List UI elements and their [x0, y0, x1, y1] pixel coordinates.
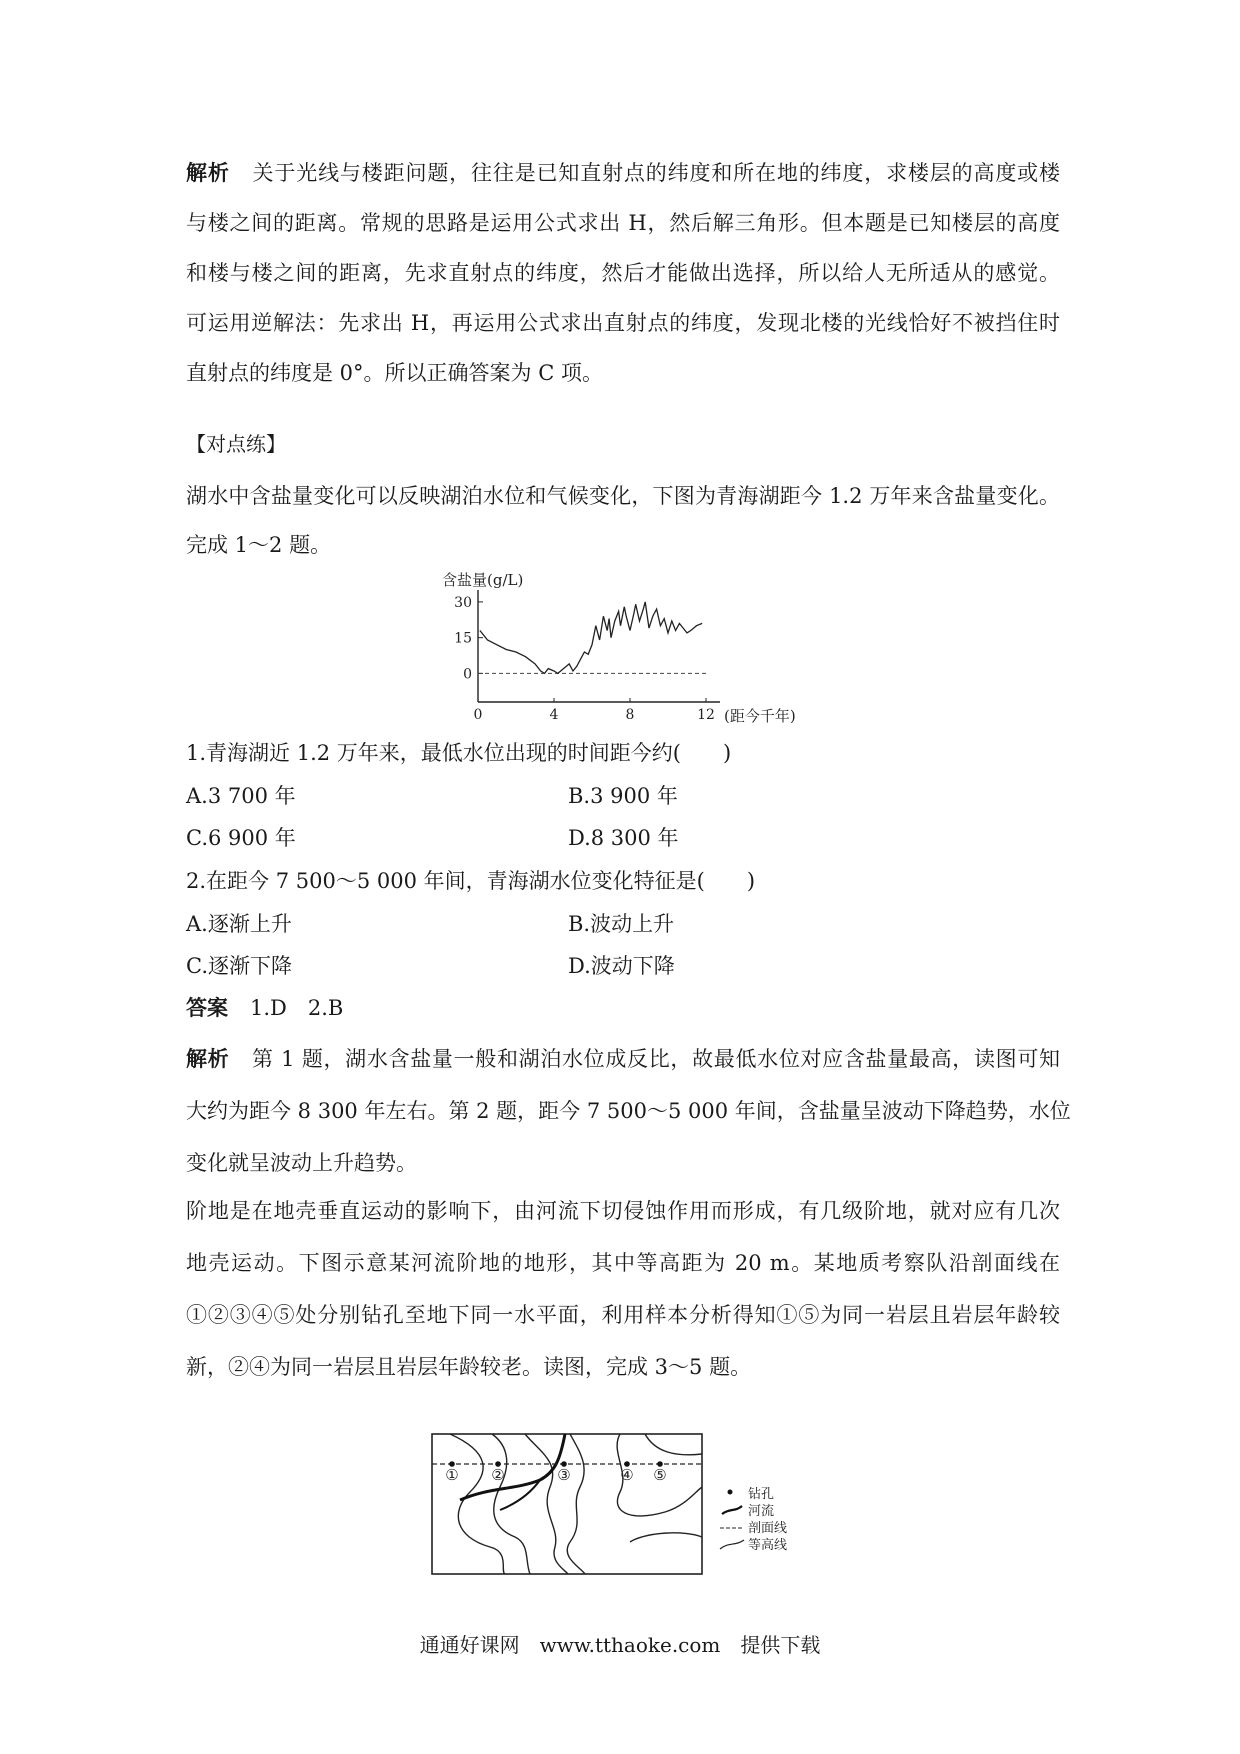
question-1-stem: 1.青海湖近 1.2 万年来，最低水位出现的时间距今约( )	[186, 741, 732, 765]
borehole-label: ③	[557, 1466, 571, 1484]
analysis-line: 关于光线与楼距问题，往往是已知直射点的纬度和所在地的纬度，求楼层的高度或楼	[251, 161, 1061, 185]
terrace-intro-line: ①②③④⑤处分别钻孔至地下同一水平面，利用样本分析得知①⑤为同一岩层且岩层年龄较	[186, 1303, 1060, 1327]
analysis-paragraph	[186, 148, 1060, 398]
borehole-label: ④	[620, 1466, 634, 1484]
contour-line	[645, 1434, 702, 1455]
chart-ylabel: 含盐量(g/L)	[442, 571, 524, 589]
salinity-series-line	[480, 602, 702, 674]
analysis-2-label: 解析	[186, 1046, 230, 1071]
analysis-2-line: 变化就呈波动上升趋势。	[186, 1151, 417, 1175]
intro-line: 完成 1～2 题。	[186, 533, 332, 557]
question-2-option-c: C.逐渐下降	[186, 954, 292, 978]
legend-profile-label: 剖面线	[748, 1521, 788, 1536]
terrace-intro-line: 阶地是在地壳垂直运动的影响下，由河流下切侵蚀作用而形成，有几级阶地，就对应有几次	[186, 1199, 1060, 1223]
analysis-line: 可运用逆解法：先求出 H，再运用公式求出直射点的纬度，发现北楼的光线恰好不被挡住时	[186, 311, 1060, 335]
analysis-label: 解析	[186, 160, 230, 185]
salinity-chart	[410, 568, 810, 723]
question-2-option-b: B.波动上升	[568, 912, 675, 936]
legend-borehole-label: 钻孔	[748, 1487, 775, 1502]
analysis-line: 直射点的纬度是 0°。所以正确答案为 C 项。	[186, 361, 603, 385]
question-2-option-a: A.逐渐上升	[186, 912, 292, 936]
question-1-option-c: C.6 900 年	[186, 826, 296, 850]
terrace-intro-line: 地壳运动。下图示意某河流阶地的地形，其中等高距为 20 m。某地质考察队沿剖面线在	[186, 1251, 1060, 1275]
analysis-line: 和楼与楼之间的距离，先求直射点的纬度，然后才能做出选择，所以给人无所适从的感觉。	[186, 261, 1060, 285]
x-tick-label: 4	[549, 707, 559, 723]
analysis-2-line: 大约为距今 8 300 年左右。第 2 题，距今 7 500～5 000 年间，含盐量呈波动下降趋势，水位	[186, 1099, 1071, 1123]
borehole-label: ①	[445, 1466, 459, 1484]
y-tick-label: 15	[454, 630, 472, 647]
intro-paragraph	[186, 472, 1060, 570]
legend-borehole-symbol	[728, 1490, 733, 1495]
river-terrace-map	[430, 1432, 830, 1582]
footer-credit: 通通好课网 www.tthaoke.com 提供下载	[419, 1633, 821, 1657]
contour-line	[567, 1434, 585, 1574]
answer-label: 答案	[186, 995, 228, 1020]
contour-line	[450, 1434, 505, 1574]
analysis-2-line: 第 1 题，湖水含盐量一般和湖泊水位成反比，故最低水位对应含盐量最高，读图可知	[251, 1047, 1061, 1071]
answer-text: 1.D 2.B	[250, 996, 344, 1020]
question-2-option-d: D.波动下降	[568, 954, 675, 978]
x-tick-label: 0	[473, 707, 483, 723]
analysis-line: 与楼之间的距离。常规的思路是运用公式求出 H，然后解三角形。但本题是已知楼层的高度	[186, 211, 1060, 235]
terrace-intro-paragraph	[186, 1185, 1060, 1393]
terrace-intro-line: 新，②④为同一岩层且岩层年龄较老。读图，完成 3～5 题。	[186, 1355, 752, 1379]
question-1-option-a: A.3 700 年	[186, 784, 296, 808]
chart-xlabel: (距今千年)	[724, 707, 796, 723]
section-tag: 【对点练】	[186, 432, 286, 456]
y-tick-label: 0	[463, 666, 472, 683]
legend-river-label: 河流	[748, 1504, 775, 1519]
legend-river-symbol	[722, 1506, 742, 1514]
legend-contour-symbol	[720, 1540, 744, 1549]
contour-line	[525, 1434, 571, 1574]
x-tick-label: 12	[697, 707, 715, 723]
borehole-label: ⑤	[653, 1466, 667, 1484]
analysis-2-paragraph	[186, 1033, 1071, 1189]
question-2-stem: 2.在距今 7 500～5 000 年间，青海湖水位变化特征是( )	[186, 869, 756, 893]
question-1-option-b: B.3 900 年	[568, 784, 678, 808]
legend-contour-label: 等高线	[748, 1538, 788, 1553]
contour-line	[630, 1533, 702, 1542]
answer-line	[186, 993, 343, 1023]
borehole-label: ②	[491, 1466, 505, 1484]
y-tick-label: 30	[454, 594, 472, 611]
x-tick-label: 8	[625, 707, 635, 723]
intro-line: 湖水中含盐量变化可以反映湖泊水位和气候变化，下图为青海湖距今 1.2 万年来含盐量变化。	[186, 484, 1060, 508]
question-1-option-d: D.8 300 年	[568, 826, 679, 850]
